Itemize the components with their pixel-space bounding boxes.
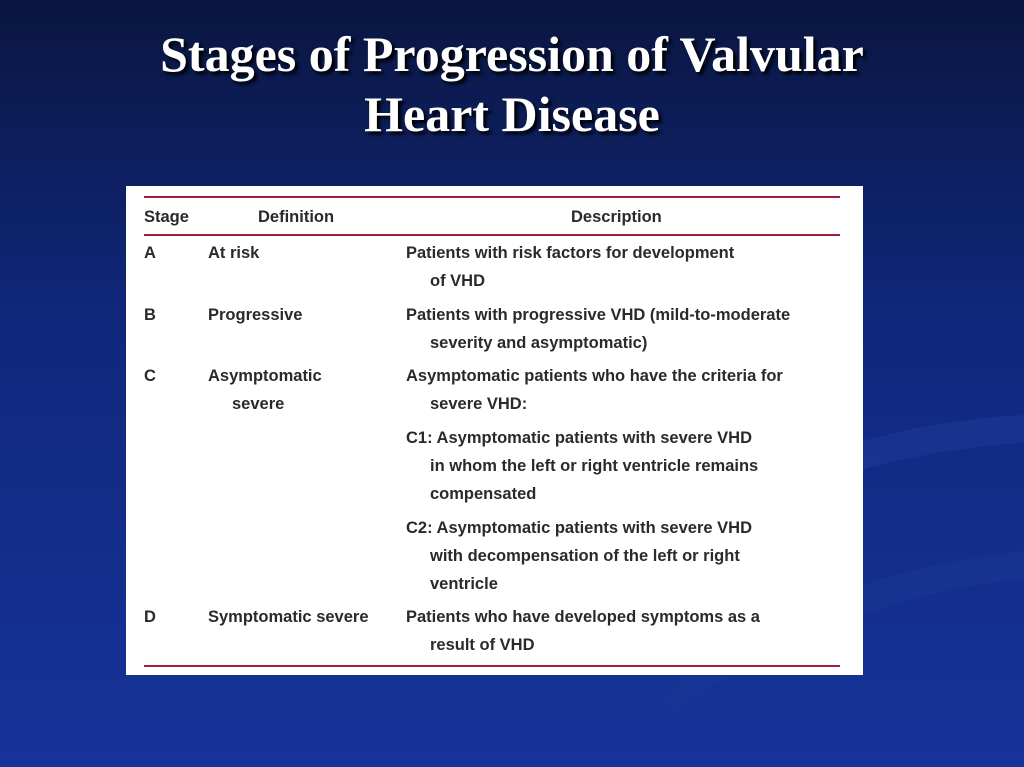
slide-title-line-2: Heart Disease [364, 86, 660, 142]
row-c-definition-line-1: Asymptomatic [208, 367, 322, 385]
row-c2-description-line-3: ventricle [430, 575, 498, 593]
header-description: Description [571, 208, 662, 226]
row-c-description-line-2: severe VHD: [430, 395, 528, 413]
row-a-description-line-1: Patients with risk factors for development [406, 244, 735, 262]
header-definition: Definition [258, 208, 335, 226]
slide-title [0, 24, 1024, 144]
table-header-rule [144, 234, 840, 236]
row-c1-description-line-1: C1: Asymptomatic patients with severe VHD [406, 429, 752, 447]
table-bottom-rule [144, 665, 840, 667]
row-c1-description-line-2: in whom the left or right ventricle remains [430, 457, 759, 475]
row-a-description-line-2: of VHD [430, 272, 485, 290]
row-a-definition: At risk [208, 244, 260, 262]
row-c2-description-line-2: with decompensation of the left or right [430, 547, 740, 565]
slide-title-line-1: Stages of Progression of Valvular [160, 26, 864, 82]
row-d-definition: Symptomatic severe [208, 608, 369, 626]
row-c1-description-line-3: compensated [430, 485, 537, 503]
row-b-description-line-1: Patients with progressive VHD (mild-to-moderate [406, 306, 791, 324]
row-c2-description-line-1: C2: Asymptomatic patients with severe VHD [406, 519, 752, 537]
vhd-stages-table [126, 186, 863, 675]
row-b-definition: Progressive [208, 306, 303, 324]
row-a-stage: A [144, 244, 156, 262]
row-c-description-line-1: Asymptomatic patients who have the criteria for [406, 367, 783, 385]
row-c-definition-line-2: severe [232, 395, 285, 413]
header-stage: Stage [144, 208, 189, 226]
table-top-rule [144, 196, 840, 198]
row-d-description-line-2: result of VHD [430, 636, 535, 654]
row-d-stage: D [144, 608, 156, 626]
row-c-stage: C [144, 367, 156, 385]
row-d-description-line-1: Patients who have developed symptoms as a [406, 608, 760, 626]
row-b-stage: B [144, 306, 156, 324]
row-b-description-line-2: severity and asymptomatic) [430, 334, 648, 352]
